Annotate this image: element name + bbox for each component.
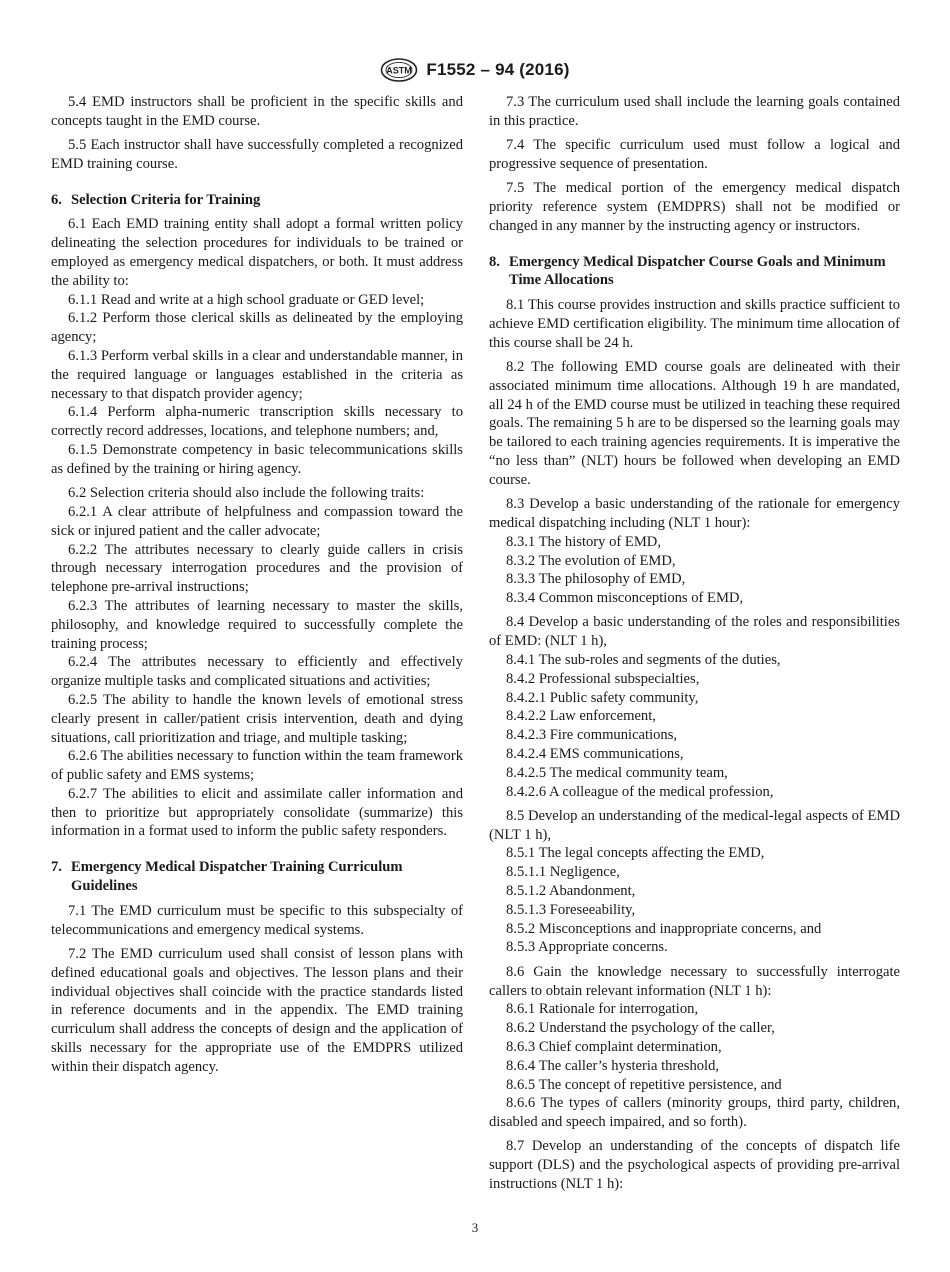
paragraph-6-1: 6.1 Each EMD training entity shall adopt a formal written policy delineating the selection procedures for individuals to be trained or employed as emergency medical dispatchers, or both. It must address the ability to: bbox=[51, 216, 463, 289]
paragraph-8-5-1-3: 8.5.1.3 Foreseeability, bbox=[506, 901, 636, 918]
paragraph-8-5-2: 8.5.2 Misconceptions and inappropriate concerns, and bbox=[506, 920, 822, 937]
paragraph-6-2-3: 6.2.3 The attributes of learning necessary to master the skills, philosophy, and knowledge required to successfully complete the training process; bbox=[51, 597, 463, 652]
paragraph-7-5: 7.5 The medical portion of the emergency medical dispatch priority reference system (EMDPRS) shall not be modified or changed in any manner by the instructing agency or instructors. bbox=[489, 180, 900, 234]
paragraph-8-4-1: 8.4.1 The sub-roles and segments of the duties, bbox=[506, 652, 781, 669]
paragraph-8-5-1-2: 8.5.1.2 Abandonment, bbox=[506, 883, 636, 900]
paragraph-8-5-1-1: 8.5.1.1 Negligence, bbox=[506, 864, 620, 881]
page-number: 3 bbox=[471, 1220, 479, 1235]
paragraph-6-2-4: 6.2.4 The attributes necessary to efficiently and effectively organize multiple tasks and complicated situations and activities; bbox=[51, 654, 463, 690]
paragraph-8-3-2: 8.3.2 The evolution of EMD, bbox=[506, 552, 676, 569]
paragraph-8-5: 8.5 Develop an understanding of the medical-legal aspects of EMD (NLT 1 h), bbox=[489, 807, 900, 843]
paragraph-8-5-1: 8.5.1 The legal concepts affecting the EMD, bbox=[506, 845, 765, 862]
section-6-heading: 6. Selection Criteria for Training bbox=[51, 191, 261, 208]
paragraph-6-1-4: 6.1.4 Perform alpha-numeric transcription skills necessary to correctly record addresses, locations, and telephone numbers; and, bbox=[51, 404, 463, 440]
paragraph-6-2-7: 6.2.7 The abilities to elicit and assimilate caller information and then to prioritize but appropriately consolidate (summarize) this information in a format used to inform the public safety responders. bbox=[51, 785, 463, 840]
paragraph-7-3: 7.3 The curriculum used shall include the learning goals contained in this practice. bbox=[489, 94, 900, 129]
page-header bbox=[0, 57, 950, 83]
paragraph-5-4: 5.4 EMD instructors shall be proficient in the specific skills and concepts taught in the EMD course. bbox=[51, 94, 463, 129]
paragraph-8-3-4: 8.3.4 Common misconceptions of EMD, bbox=[506, 590, 744, 607]
section-8-heading: 8. Emergency Medical Dispatcher Course Goals and Minimum Time Allocations bbox=[489, 253, 886, 289]
paragraph-8-4-2-1: 8.4.2.1 Public safety community, bbox=[506, 689, 699, 706]
paragraph-7-2: 7.2 The EMD curriculum used shall consist of lesson plans with defined educational goals and objectives. The lesson plans and their individual objectives shall coincide with the practice standards listed in reference documents and in the appendix. The EMD training curriculum shall address the concepts of design and the application of skills necessary for the appropriate use of the EMDPRS utilized within their dispatch agency. bbox=[51, 945, 463, 1075]
paragraph-8-1: 8.1 This course provides instruction and skills practice sufficient to achieve EMD certification eligibility. The minimum time allocation of this course shall be 24 h. bbox=[489, 297, 900, 351]
paragraph-8-4-2-2: 8.4.2.2 Law enforcement, bbox=[506, 708, 656, 725]
paragraph-8-6-5: 8.6.5 The concept of repetitive persistence, and bbox=[506, 1076, 782, 1093]
paragraph-8-4-2-4: 8.4.2.4 EMS communications, bbox=[506, 746, 684, 762]
astm-logo-icon bbox=[380, 58, 418, 82]
paragraph-8-4-2-3: 8.4.2.3 Fire communications, bbox=[506, 727, 678, 744]
left-column bbox=[51, 93, 463, 1077]
svg-text:ASTM: ASTM bbox=[386, 65, 413, 76]
right-column bbox=[489, 93, 900, 1194]
standard-designation: F1552 – 94 (2016) bbox=[426, 60, 570, 79]
paragraph-6-2-1: 6.2.1 A clear attribute of helpfulness and compassion toward the sick or injured patient and the caller advocate; bbox=[51, 503, 463, 539]
paragraph-8-3-3: 8.3.3 The philosophy of EMD, bbox=[506, 571, 686, 588]
paragraph-8-5-3: 8.5.3 Appropriate concerns. bbox=[506, 939, 668, 956]
paragraph-8-2: 8.2 The following EMD course goals are delineated with their associated minimum time allocations. Although 19 h are mandated, all 24 h of the EMD course must be utilized in teaching these required goals. The remaining 5 h are to be dispersed so the learning goals may be tailored to each training agencies requirements. It is imperative the “no less than” (NLT) hours be followed when developing an EMD course. bbox=[489, 359, 900, 488]
paragraph-8-4-2-5: 8.4.2.5 The medical community team, bbox=[506, 764, 728, 781]
paragraph-6-2: 6.2 Selection criteria should also include the following traits: bbox=[68, 485, 425, 502]
paragraph-8-6-4: 8.6.4 The caller’s hysteria threshold, bbox=[506, 1057, 720, 1074]
paragraph-8-4-2: 8.4.2 Professional subspecialties, bbox=[506, 670, 700, 687]
paragraph-6-1-1: 6.1.1 Read and write at a high school graduate or GED level; bbox=[68, 291, 425, 308]
paragraph-6-1-3: 6.1.3 Perform verbal skills in a clear and understandable manner, in the required language or languages established in the criteria as necessary to that dispatch provider agency; bbox=[51, 348, 463, 402]
paragraph-8-3: 8.3 Develop a basic understanding of the rationale for emergency medical dispatching including (NLT 1 hour): bbox=[489, 496, 900, 531]
paragraph-7-4: 7.4 The specific curriculum used must follow a logical and progressive sequence of presentation. bbox=[489, 137, 900, 172]
paragraph-8-6: 8.6 Gain the knowledge necessary to successfully interrogate callers to obtain relevant information (NLT 1 h): bbox=[489, 963, 900, 999]
paragraph-6-2-5: 6.2.5 The ability to handle the known levels of emotional stress clearly present in caller/patient crisis intervention, death and dying situations, call prioritization and triage, and multiple tasking; bbox=[51, 691, 463, 746]
paragraph-8-6-2: 8.6.2 Understand the psychology of the caller, bbox=[506, 1020, 775, 1037]
paragraph-8-4-2-6: 8.4.2.6 A colleague of the medical profession, bbox=[506, 783, 774, 800]
paragraph-6-1-5: 6.1.5 Demonstrate competency in basic telecommunications skills as defined by the training or hiring agency. bbox=[51, 442, 463, 477]
section-7-heading: 7. Emergency Medical Dispatcher Training Curriculum Guidelines bbox=[51, 859, 403, 895]
paragraph-6-1-2: 6.1.2 Perform those clerical skills as delineated by the employing agency; bbox=[51, 310, 463, 346]
paragraph-8-4: 8.4 Develop a basic understanding of the roles and responsibilities of EMD: (NLT 1 h), bbox=[489, 614, 900, 650]
paragraph-6-2-6: 6.2.6 The abilities necessary to function within the team framework of public safety and EMS systems; bbox=[51, 748, 463, 784]
paragraph-7-1: 7.1 The EMD curriculum must be specific to this subspecialty of telecommunications and emergency medical systems. bbox=[51, 902, 463, 938]
paragraph-8-7: 8.7 Develop an understanding of the concepts of dispatch life support (DLS) and the psychological aspects of providing pre-arrival instructions (NLT 1 h): bbox=[489, 1138, 900, 1193]
paragraph-6-2-2: 6.2.2 The attributes necessary to clearly guide callers in crisis through necessary interrogation procedures and the provision of telephone pre-arrival instructions; bbox=[51, 541, 463, 596]
paragraph-8-6-6: 8.6.6 The types of callers (minority groups, third party, children, disabled and speech impaired, and so forth). bbox=[489, 1095, 900, 1131]
paragraph-8-6-3: 8.6.3 Chief complaint determination, bbox=[506, 1038, 722, 1055]
paragraph-8-3-1: 8.3.1 The history of EMD, bbox=[506, 533, 661, 550]
paragraph-5-5: 5.5 Each instructor shall have successfully completed a recognized EMD training course. bbox=[51, 137, 463, 172]
paragraph-8-6-1: 8.6.1 Rationale for interrogation, bbox=[506, 1001, 699, 1018]
